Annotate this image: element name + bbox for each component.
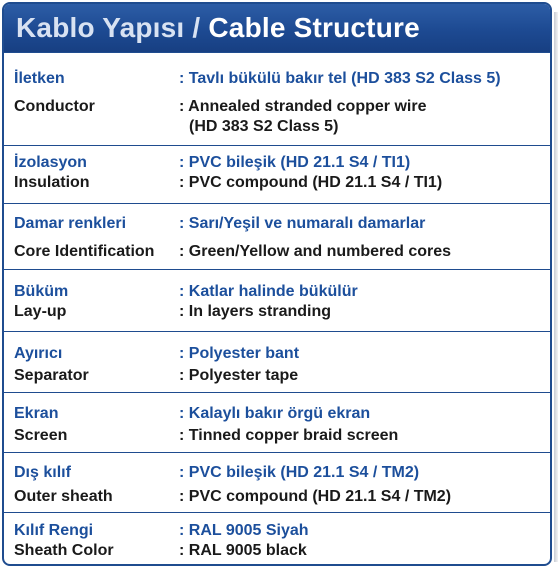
value-turkish: : Tavlı bükülü bakır tel (HD 383 S2 Class 5) bbox=[179, 70, 501, 87]
label-turkish: Ayırıcı bbox=[14, 345, 63, 362]
value-turkish: : PVC bileşik (HD 21.1 S4 / TM2) bbox=[179, 464, 420, 481]
label-english: Core Identification bbox=[14, 243, 155, 260]
row-turkish bbox=[14, 521, 540, 541]
card-shadow-edge bbox=[554, 12, 558, 562]
row-turkish bbox=[14, 69, 540, 89]
value-turkish: : Sarı/Yeşil ve numaralı damarlar bbox=[179, 215, 426, 232]
cable-structure-table bbox=[2, 2, 552, 566]
section-sheath-color bbox=[4, 512, 550, 564]
row-turkish bbox=[14, 404, 540, 424]
header-separator: / bbox=[192, 12, 201, 43]
label-english: Sheath Color bbox=[14, 542, 114, 559]
label-turkish: Büküm bbox=[14, 283, 69, 300]
label-english: Lay-up bbox=[14, 303, 67, 320]
value-turkish: : Katlar halinde bükülür bbox=[179, 283, 358, 300]
section-separator bbox=[4, 331, 550, 392]
section-conductor bbox=[4, 52, 550, 145]
row-english bbox=[14, 366, 540, 386]
row-turkish bbox=[14, 463, 540, 483]
value-english: : PVC compound (HD 21.1 S4 / TM2) bbox=[179, 488, 452, 505]
section-core-identification bbox=[4, 203, 550, 269]
value-english: : In layers stranding bbox=[179, 303, 332, 320]
header-title-turkish: Kablo Yapısı bbox=[16, 12, 185, 43]
label-english: Outer sheath bbox=[14, 488, 113, 505]
label-turkish: İzolasyon bbox=[14, 154, 87, 171]
label-english: Insulation bbox=[14, 174, 90, 191]
row-english bbox=[14, 302, 540, 322]
section-screen bbox=[4, 392, 550, 452]
value-turkish: : PVC bileşik (HD 21.1 S4 / TI1) bbox=[179, 154, 411, 171]
value-turkish: : Kalaylı bakır örgü ekran bbox=[179, 405, 371, 422]
row-english bbox=[14, 242, 540, 262]
value-turkish: : Polyester bant bbox=[179, 345, 300, 362]
row-english bbox=[14, 426, 540, 446]
label-turkish: Ekran bbox=[14, 405, 59, 422]
value-english-wrap bbox=[179, 97, 540, 137]
label-english: Screen bbox=[14, 427, 68, 444]
value-english: : Annealed stranded copper wire bbox=[179, 98, 427, 115]
row-turkish bbox=[14, 214, 540, 234]
table-header bbox=[4, 4, 550, 52]
label-turkish: Kılıf Rengi bbox=[14, 522, 94, 539]
row-english bbox=[14, 173, 540, 193]
row-english bbox=[14, 487, 540, 507]
value-english: : PVC compound (HD 21.1 S4 / TI1) bbox=[179, 174, 443, 191]
value-english: : Tinned copper braid screen bbox=[179, 427, 399, 444]
label-turkish: Damar renkleri bbox=[14, 215, 127, 232]
row-english bbox=[14, 97, 540, 137]
value-english: : RAL 9005 black bbox=[179, 542, 307, 559]
row-turkish bbox=[14, 344, 540, 364]
row-turkish bbox=[14, 282, 540, 302]
value-turkish: : RAL 9005 Siyah bbox=[179, 522, 309, 539]
value-english: : Green/Yellow and numbered cores bbox=[179, 243, 452, 260]
label-turkish: İletken bbox=[14, 70, 65, 87]
section-outer-sheath bbox=[4, 452, 550, 512]
header-title-english: Cable Structure bbox=[208, 12, 420, 43]
label-english: Separator bbox=[14, 367, 89, 384]
label-turkish: Dış kılıf bbox=[14, 464, 71, 481]
row-turkish bbox=[14, 153, 540, 173]
section-lay-up bbox=[4, 269, 550, 331]
row-english bbox=[14, 541, 540, 561]
value-english: : Polyester tape bbox=[179, 367, 299, 384]
section-insulation bbox=[4, 145, 550, 203]
label-english: Conductor bbox=[14, 98, 95, 115]
value-english-continued: (HD 383 S2 Class 5) bbox=[189, 118, 339, 135]
